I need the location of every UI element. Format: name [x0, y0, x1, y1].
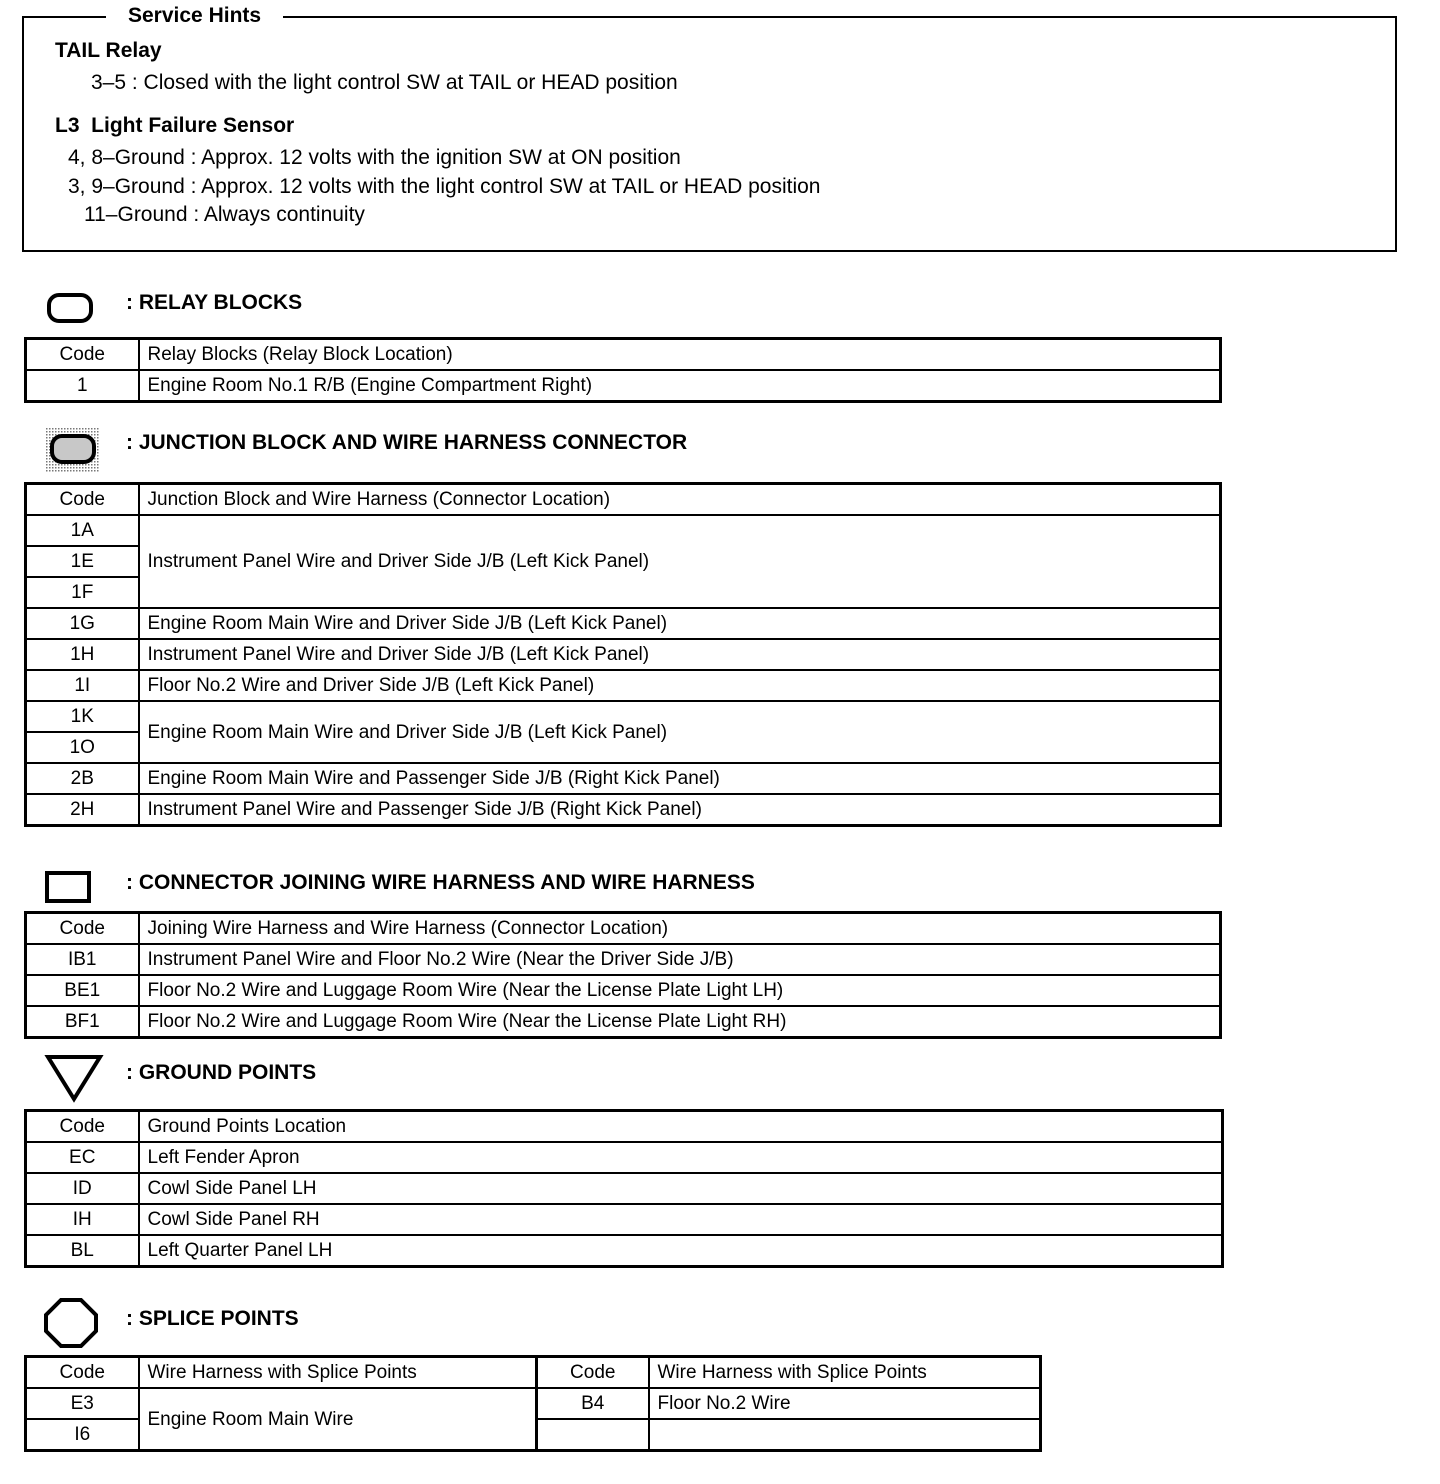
table-row [26, 763, 1221, 794]
code-cell: 1E [26, 546, 139, 577]
table-header-row [26, 484, 1221, 516]
description-cell: Cowl Side Panel RH [139, 1204, 1223, 1235]
splice-points-table [24, 1355, 1042, 1452]
table-row [26, 1204, 1223, 1235]
description-cell: Engine Room Main Wire and Passenger Side J/B (Right Kick Panel) [139, 763, 1221, 794]
relay-blocks-title: : RELAY BLOCKS [126, 291, 303, 314]
table-row [26, 1142, 1223, 1173]
description-cell: Instrument Panel Wire and Floor No.2 Wire (Near the Driver Side J/B) [139, 944, 1221, 975]
code-cell: 2H [26, 794, 139, 826]
header-description: Relay Blocks (Relay Block Location) [139, 339, 1221, 371]
octagon-icon [42, 1296, 100, 1350]
description-cell: Instrument Panel Wire and Driver Side J/B (Left Kick Panel) [139, 639, 1221, 670]
table-row [26, 370, 1221, 402]
table-row [26, 794, 1221, 826]
table-row [26, 515, 1221, 546]
light-failure-sensor-line: 4, 8–Ground : Approx. 12 volts with the ignition SW at ON position [68, 146, 681, 169]
code-cell: ID [26, 1173, 139, 1204]
header-code: Code [26, 339, 139, 371]
tail-relay-line: 3–5 : Closed with the light control SW at TAIL or HEAD position [91, 71, 678, 94]
description-cell: Engine Room No.1 R/B (Engine Compartment Right) [139, 370, 1221, 402]
splice-points-title: : SPLICE POINTS [126, 1307, 299, 1330]
code-cell: 1F [26, 577, 139, 608]
table-row [26, 1006, 1221, 1038]
code-cell: IH [26, 1204, 139, 1235]
header-code: Code [26, 1111, 139, 1143]
triangle-down-icon [44, 1053, 104, 1103]
description-cell: Left Quarter Panel LH [139, 1235, 1223, 1267]
description-cell: Floor No.2 Wire and Driver Side J/B (Left Kick Panel) [139, 670, 1221, 701]
ground-points-table [24, 1109, 1224, 1268]
description-cell: Engine Room Main Wire and Driver Side J/B (Left Kick Panel) [139, 608, 1221, 639]
description-cell [649, 1419, 1041, 1451]
light-failure-sensor-title: L3 Light Failure Sensor [55, 114, 295, 137]
code-cell: 1O [26, 732, 139, 763]
table-row [26, 975, 1221, 1006]
junction-block-title: : JUNCTION BLOCK AND WIRE HARNESS CONNECTOR [126, 431, 688, 454]
header-description: Ground Points Location [139, 1111, 1223, 1143]
rect-icon [44, 870, 92, 904]
header-code: Code [26, 1357, 139, 1389]
table-row [26, 944, 1221, 975]
header-code: Code [537, 1357, 649, 1389]
connectors-title: : CONNECTOR JOINING WIRE HARNESS AND WIRE HARNESS [126, 871, 755, 894]
description-cell: Floor No.2 Wire [649, 1388, 1041, 1419]
code-cell: 1H [26, 639, 139, 670]
table-row [26, 1173, 1223, 1204]
table-header-row [26, 339, 1221, 371]
code-cell: B4 [537, 1388, 649, 1419]
code-cell: 1 [26, 370, 139, 402]
header-description: Wire Harness with Splice Points [649, 1357, 1041, 1389]
relay-blocks-table [24, 337, 1222, 403]
rounded-rect-icon [46, 292, 94, 324]
table-row [26, 670, 1221, 701]
code-cell: 1K [26, 701, 139, 732]
connectors-table [24, 911, 1222, 1039]
code-cell: 1A [26, 515, 139, 546]
table-header-row [26, 1111, 1223, 1143]
code-cell: 1I [26, 670, 139, 701]
ground-points-title: : GROUND POINTS [126, 1061, 317, 1084]
header-code: Code [26, 484, 139, 516]
table-header-row [26, 913, 1221, 945]
description-cell: Instrument Panel Wire and Driver Side J/B (Left Kick Panel) [139, 515, 1221, 608]
description-cell: Engine Room Main Wire [139, 1388, 537, 1451]
table-row [26, 608, 1221, 639]
header-description: Wire Harness with Splice Points [139, 1357, 537, 1389]
code-cell: BE1 [26, 975, 139, 1006]
code-cell: BF1 [26, 1006, 139, 1038]
code-cell: I6 [26, 1419, 139, 1451]
description-cell: Floor No.2 Wire and Luggage Room Wire (Near the License Plate Light LH) [139, 975, 1221, 1006]
service-hints-title: Service Hints [106, 4, 283, 28]
table-row [26, 1235, 1223, 1267]
junction-block-table [24, 482, 1222, 827]
light-failure-sensor-line: 3, 9–Ground : Approx. 12 volts with the light control SW at TAIL or HEAD position [68, 175, 821, 198]
description-cell: Instrument Panel Wire and Passenger Side J/B (Right Kick Panel) [139, 794, 1221, 826]
code-cell: EC [26, 1142, 139, 1173]
code-cell: IB1 [26, 944, 139, 975]
description-cell: Left Fender Apron [139, 1142, 1223, 1173]
code-cell: BL [26, 1235, 139, 1267]
table-header-row [26, 1357, 1041, 1389]
description-cell: Floor No.2 Wire and Luggage Room Wire (Near the License Plate Light RH) [139, 1006, 1221, 1038]
code-cell: 1G [26, 608, 139, 639]
shaded-rounded-rect-icon [46, 428, 100, 472]
header-code: Code [26, 913, 139, 945]
code-cell: 2B [26, 763, 139, 794]
table-row [26, 701, 1221, 732]
header-description: Junction Block and Wire Harness (Connector Location) [139, 484, 1221, 516]
code-cell [537, 1419, 649, 1451]
table-row [26, 1388, 1041, 1419]
description-cell: Engine Room Main Wire and Driver Side J/B (Left Kick Panel) [139, 701, 1221, 763]
table-row [26, 639, 1221, 670]
description-cell: Cowl Side Panel LH [139, 1173, 1223, 1204]
light-failure-sensor-line: 11–Ground : Always continuity [84, 203, 365, 226]
code-cell: E3 [26, 1388, 139, 1419]
tail-relay-title: TAIL Relay [55, 39, 162, 62]
header-description: Joining Wire Harness and Wire Harness (Connector Location) [139, 913, 1221, 945]
